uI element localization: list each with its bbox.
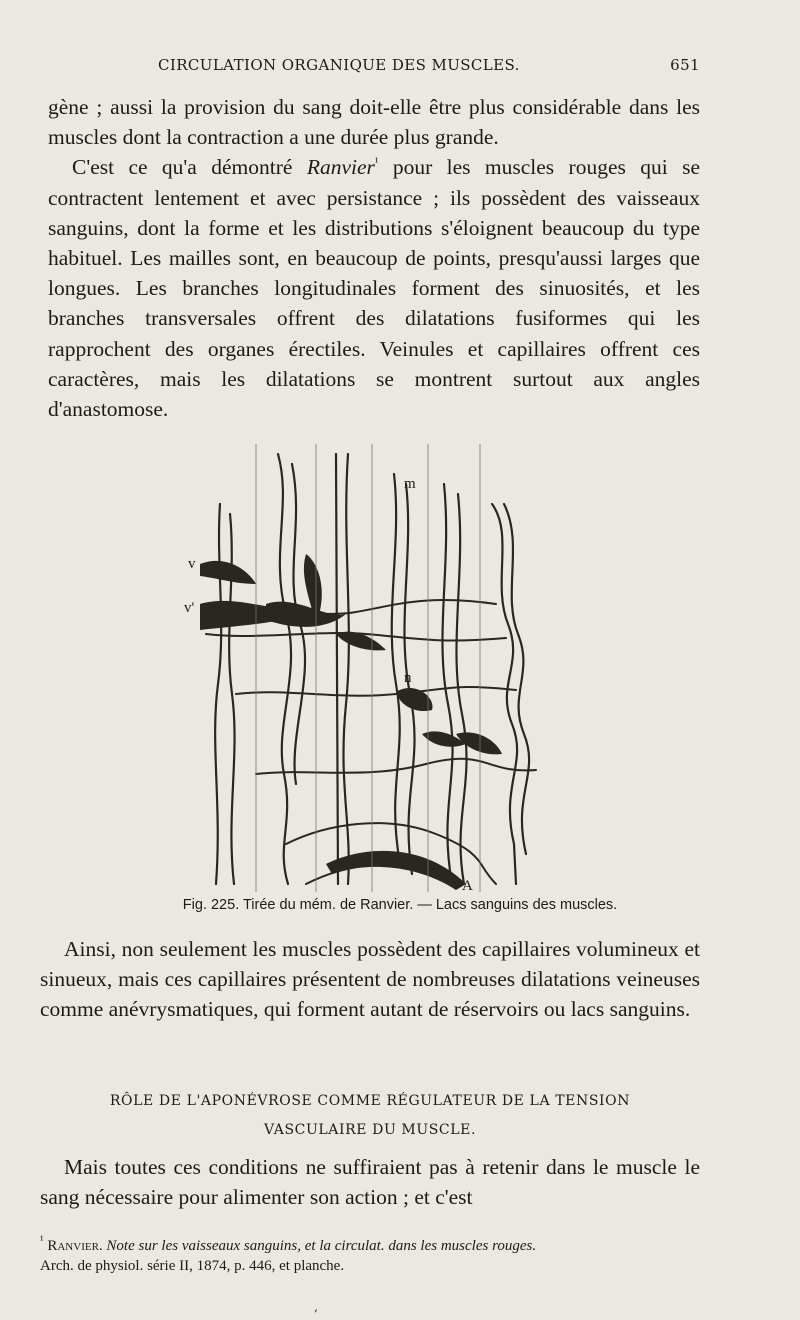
footnote-mark: ¹ — [40, 1233, 44, 1247]
paragraph-block — [48, 92, 700, 424]
paragraph-continuation: gène ; aussi la provision du sang doit-elle être plus considérable dans les muscles dont la contraction a une durée plus grande. — [48, 95, 700, 150]
footnote-author: Ranvier. — [47, 1238, 103, 1254]
text-after-reference: pour les muscles rouges qui se contractent lentement et avec persistance ; ils possèdent des vaisseaux sanguins, dont la forme et les distributions s'éloignent beaucoup du type habituel. Les mailles sont, en beaucoup de points, presqu'aussi larges que longues. Les branches longitudinales forment des sinuosités, et les branches transversales offrent des dilatations fusiformes qui les rapprochent des organes érectiles. Veinules et capillaires offrent ces caractères, mais les dilatations se montrent surtout aux angles d'anastomose. — [48, 155, 701, 422]
figure-blood-lakes — [184, 444, 552, 894]
section-heading-line-2: VASCULAIRE DU MUSCLE. — [264, 1122, 476, 1138]
footnote-source: Arch. de physiol. série II, 1874, p. 446, et planche. — [40, 1258, 345, 1274]
footnote-title: Note sur les vaisseaux sanguins, et la circulat. dans les muscles rouges. — [106, 1238, 537, 1254]
footnote — [40, 1233, 700, 1276]
running-title: CIRCULATION ORGANIQUE DES MUSCLES. — [158, 56, 520, 74]
figure-label-v-prime: v' — [184, 600, 195, 616]
section-heading — [40, 1087, 700, 1145]
figure-label-m: m — [404, 476, 416, 492]
paragraph-aponeurosis: Mais toutes ces conditions ne suffiraient pas à retenir dans le muscle le sang nécessaire pour alimenter son action ; et c'est — [40, 1155, 700, 1210]
paragraph-ranvier — [48, 152, 700, 424]
section-heading-line-1: RÔLE DE L'APONÉVROSE COMME RÉGULATEUR DE LA TENSION — [109, 1093, 631, 1109]
page-number: 651 — [670, 56, 700, 74]
text-before-reference: C'est ce qu'a démontré — [72, 155, 307, 180]
figure-label-v: v — [188, 556, 196, 572]
figure-illustration — [184, 444, 552, 894]
paragraph-capillaries: Ainsi, non seulement les muscles possèdent des capillaires volumineux et sinueux, mais ces capillaires présentent de nombreuses dilatations veineuses comme anévrysmatiques, qui forment autant de réservoirs ou lacs sanguins. — [40, 937, 700, 1022]
printer-mark: ‚ — [314, 1300, 318, 1314]
footnote-reference-mark: ¹ — [374, 155, 379, 170]
footnote-line-1 — [40, 1233, 700, 1256]
figure-label-n: n — [404, 670, 412, 686]
reference-name: Ranvier — [306, 155, 375, 180]
figure-label-a: A — [462, 878, 473, 894]
figure-caption: Fig. 225. Tirée du mém. de Ranvier. — Lacs sanguins des muscles. — [182, 897, 618, 913]
